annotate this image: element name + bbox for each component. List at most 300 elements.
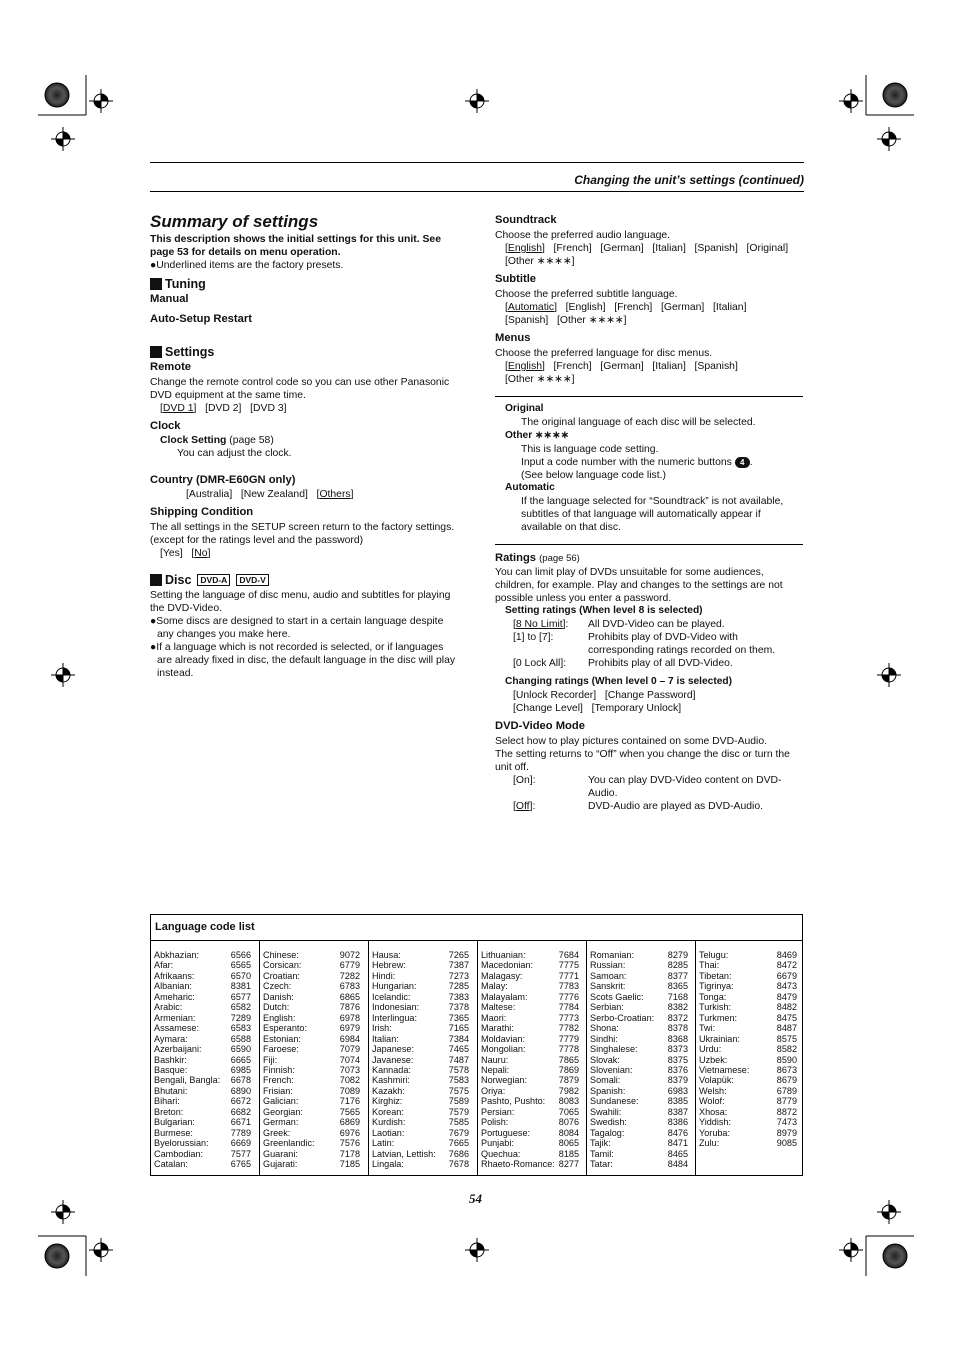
subtitle-label: Subtitle <box>495 273 537 285</box>
language-code-row <box>481 1044 579 1054</box>
language-code-row <box>590 1138 688 1148</box>
language-code-row <box>699 1128 797 1138</box>
language-code-row <box>481 1075 579 1085</box>
language-code-row <box>590 960 688 970</box>
language-code: 7686 <box>448 1148 469 1159</box>
language-code: 7176 <box>339 1096 360 1107</box>
language-name: Galician: <box>263 1096 299 1107</box>
language-code-row <box>263 1138 360 1148</box>
language-name: Norwegian: <box>481 1075 527 1086</box>
language-name: Basque: <box>154 1064 188 1075</box>
language-code: 7789 <box>230 1127 251 1138</box>
dvd-video-mode-desc-1: Select how to play pictures contained on some DVD-Audio. <box>495 736 768 747</box>
language-code-row <box>154 1023 251 1033</box>
language-name: Abkhazian: <box>154 950 199 960</box>
clock-setting: Clock Setting (page 58) <box>160 435 274 446</box>
language-code-row <box>372 950 469 960</box>
language-name: Slovenian: <box>590 1064 633 1075</box>
language-code: 8482 <box>776 1002 797 1013</box>
language-name: Latvian, Lettish: <box>372 1148 436 1159</box>
language-name: Javanese: <box>372 1054 414 1065</box>
language-code: 7473 <box>776 1117 797 1128</box>
note-auto-desc-1: If the language selected for “Soundtrack” is not available, <box>521 496 784 507</box>
language-name: Irish: <box>372 1023 392 1034</box>
language-code-row <box>481 992 579 1002</box>
language-name: Italian: <box>372 1033 399 1044</box>
language-code: 8375 <box>667 1054 688 1065</box>
language-code-row <box>590 1055 688 1065</box>
language-code-row <box>699 1096 797 1106</box>
language-name: Japanese: <box>372 1044 414 1055</box>
menus-options: [English] [French] [German] [Italian] [Spanish] <box>505 361 738 372</box>
language-code: 7289 <box>230 1012 251 1023</box>
language-name: Polish: <box>481 1117 509 1128</box>
language-code: 7679 <box>448 1127 469 1138</box>
language-name: Welsh: <box>699 1085 727 1096</box>
language-code: 6566 <box>230 950 251 960</box>
language-name: Samoan: <box>590 970 627 981</box>
language-code-row <box>481 1065 579 1075</box>
language-name: Serbian: <box>590 1002 624 1013</box>
language-name: Malayalam: <box>481 991 528 1002</box>
language-code-row <box>372 1149 469 1159</box>
language-code-row <box>154 1138 251 1148</box>
language-code-row <box>372 971 469 981</box>
dvd-v-tag: DVD-V <box>236 574 268 586</box>
language-code-row <box>263 1055 360 1065</box>
col-divider-2 <box>368 940 369 1176</box>
language-code-row <box>263 950 360 960</box>
language-code: 8084 <box>558 1127 579 1138</box>
language-code-row <box>481 960 579 970</box>
language-name: Hungarian: <box>372 981 417 992</box>
note-other-label: Other ∗∗∗∗ <box>505 430 570 441</box>
language-code-row <box>481 1149 579 1159</box>
language-code: 8387 <box>667 1106 688 1117</box>
ratings-label: Ratings (page 56) <box>495 552 580 564</box>
language-name: Laotian: <box>372 1127 405 1138</box>
language-code-row <box>481 1096 579 1106</box>
language-code-row <box>590 1128 688 1138</box>
language-code: 6985 <box>230 1064 251 1075</box>
language-name: Oriya: <box>481 1085 506 1096</box>
language-code-row <box>590 1086 688 1096</box>
tuning-manual: Manual <box>150 293 189 305</box>
language-name: Gujarati: <box>263 1159 298 1170</box>
language-code: 8979 <box>776 1127 797 1138</box>
rating-row-1-key: [8 No Limit]: <box>513 619 569 630</box>
language-name: Tonga: <box>699 991 727 1002</box>
language-code: 7387 <box>448 960 469 971</box>
language-code: 8779 <box>776 1096 797 1107</box>
language-column-5 <box>590 950 688 1170</box>
language-code-row <box>481 971 579 981</box>
language-name: Sindhi: <box>590 1033 618 1044</box>
language-name: Faroese: <box>263 1044 299 1055</box>
note-auto-desc-3: available on that disc. <box>521 522 621 533</box>
disc-bullet-2-line-3: instead. <box>157 668 194 679</box>
language-code-row <box>154 1034 251 1044</box>
menus-label: Menus <box>495 332 531 344</box>
language-name: Interlingua: <box>372 1012 417 1023</box>
language-name: Hausa: <box>372 950 401 960</box>
language-code-row <box>154 1086 251 1096</box>
language-code: 9085 <box>776 1138 797 1149</box>
language-name: Xhosa: <box>699 1106 728 1117</box>
language-name: Tigrinya: <box>699 981 734 992</box>
language-code: 8872 <box>776 1106 797 1117</box>
language-name: Twi: <box>699 1023 716 1034</box>
language-code-row <box>263 1086 360 1096</box>
language-code-row <box>590 1065 688 1075</box>
language-name: Portuguese: <box>481 1127 531 1138</box>
language-code-row <box>372 1034 469 1044</box>
remote-options: [DVD 1] [DVD 2] [DVD 3] <box>160 403 287 414</box>
menus-other: [Other ∗∗∗∗] <box>505 374 575 385</box>
language-code-row <box>154 1096 251 1106</box>
language-code-row <box>590 971 688 981</box>
tuning-auto-setup: Auto-Setup Restart <box>150 313 252 325</box>
language-code: 7771 <box>558 970 579 981</box>
disc-bullet-1-line-1: ●Some discs are designed to start in a certain language despite <box>150 616 444 627</box>
language-code-row <box>263 1023 360 1033</box>
language-code-row <box>481 1055 579 1065</box>
notes-rule-bottom <box>495 544 803 545</box>
language-name: Croatian: <box>263 970 300 981</box>
language-code: 6983 <box>667 1085 688 1096</box>
language-name: Esperanto: <box>263 1023 307 1034</box>
language-code-row <box>699 1107 797 1117</box>
language-code-row <box>372 1096 469 1106</box>
language-code-row <box>372 981 469 991</box>
language-code-row <box>263 1107 360 1117</box>
language-code: 8465 <box>667 1148 688 1159</box>
language-code: 8368 <box>667 1033 688 1044</box>
rating-row-2-val-2: corresponding ratings recorded on them. <box>588 645 776 656</box>
language-code-row <box>263 1002 360 1012</box>
soundtrack-other: [Other ∗∗∗∗] <box>505 256 575 267</box>
language-name: Byelorussian: <box>154 1138 209 1149</box>
language-code-row <box>699 992 797 1002</box>
language-code: 8472 <box>776 960 797 971</box>
language-code: 7589 <box>448 1096 469 1107</box>
header-rule-bottom <box>150 191 804 192</box>
language-code-row <box>154 1128 251 1138</box>
language-code-row <box>590 1149 688 1159</box>
language-code: 7065 <box>558 1106 579 1117</box>
remote-label: Remote <box>150 361 192 373</box>
language-code: 7178 <box>339 1148 360 1159</box>
language-code: 8475 <box>776 1012 797 1023</box>
language-code-row <box>699 1002 797 1012</box>
language-name: French: <box>263 1075 294 1086</box>
language-column-3 <box>372 950 469 1170</box>
language-name: Corsican: <box>263 960 302 971</box>
language-name: Hebrew: <box>372 960 406 971</box>
language-name: Rhaeto-Romance: <box>481 1159 555 1170</box>
language-name: German: <box>263 1117 299 1128</box>
language-code-row <box>699 1034 797 1044</box>
language-name: Kannada: <box>372 1064 411 1075</box>
language-name: Spanish: <box>590 1085 626 1096</box>
mode-off-key: [Off]: <box>513 801 536 812</box>
language-code: 8381 <box>230 981 251 992</box>
language-code: 7575 <box>448 1085 469 1096</box>
language-code-row <box>372 992 469 1002</box>
language-code: 6978 <box>339 1012 360 1023</box>
language-name: Bashkir: <box>154 1054 187 1065</box>
language-code-row <box>263 1013 360 1023</box>
language-code: 7782 <box>558 1023 579 1034</box>
language-code-row <box>590 1013 688 1023</box>
language-code-row <box>699 950 797 960</box>
language-code: 6783 <box>339 981 360 992</box>
language-name: Macedonian: <box>481 960 534 971</box>
note-auto-desc-2: subtitles of that language will automatically appear if <box>521 509 761 520</box>
language-code: 7074 <box>339 1054 360 1065</box>
language-name: Turkmen: <box>699 1012 738 1023</box>
language-code-row <box>372 1023 469 1033</box>
soundtrack-label: Soundtrack <box>495 214 557 226</box>
language-name: Guarani: <box>263 1148 298 1159</box>
language-code: 6865 <box>339 991 360 1002</box>
language-name: Lithuanian: <box>481 950 526 960</box>
language-code: 7585 <box>448 1117 469 1128</box>
language-name: Persian: <box>481 1106 515 1117</box>
language-code: 7487 <box>448 1054 469 1065</box>
language-code: 7684 <box>558 950 579 960</box>
language-name: Estonian: <box>263 1033 301 1044</box>
language-code-row <box>154 981 251 991</box>
rating-row-3-key: [0 Lock All]: <box>513 658 567 669</box>
language-code: 6583 <box>230 1023 251 1034</box>
language-code: 9072 <box>339 950 360 960</box>
language-code: 8279 <box>667 950 688 960</box>
language-name: Tamil: <box>590 1148 614 1159</box>
language-name: Thai: <box>699 960 720 971</box>
language-name: Swahili: <box>590 1106 622 1117</box>
language-code-row <box>154 1065 251 1075</box>
language-name: Afar: <box>154 960 174 971</box>
language-code-row <box>263 981 360 991</box>
language-name: Finnish: <box>263 1064 295 1075</box>
notes-rule-top <box>495 396 803 397</box>
language-code: 6976 <box>339 1127 360 1138</box>
language-code-row <box>590 1117 688 1127</box>
language-code: 6789 <box>776 1085 797 1096</box>
language-code-row <box>154 971 251 981</box>
language-code-row <box>590 1044 688 1054</box>
section-square-icon <box>150 574 162 586</box>
language-name: Indonesian: <box>372 1002 420 1013</box>
dvd-a-tag: DVD-A <box>197 574 230 586</box>
language-code: 7073 <box>339 1064 360 1075</box>
language-name: Tajik: <box>590 1138 611 1149</box>
language-code: 6984 <box>339 1033 360 1044</box>
language-name: Sanskrit: <box>590 981 626 992</box>
language-name: Kazakh: <box>372 1085 405 1096</box>
language-code: 7282 <box>339 970 360 981</box>
language-code-row <box>372 1055 469 1065</box>
language-code-row <box>263 1096 360 1106</box>
language-name: Sundanese: <box>590 1096 639 1107</box>
language-code-row <box>699 960 797 970</box>
language-code-row <box>590 1075 688 1085</box>
country-options: [Australia] [New Zealand] [Others] <box>186 489 354 500</box>
language-code-row <box>481 1117 579 1127</box>
language-code-row <box>699 1086 797 1096</box>
language-code: 8377 <box>667 970 688 981</box>
language-code: 7365 <box>448 1012 469 1023</box>
language-name: Chinese: <box>263 950 299 960</box>
language-column-2 <box>263 950 360 1170</box>
language-code-row <box>481 1128 579 1138</box>
language-code-row <box>263 1159 360 1169</box>
language-code: 6665 <box>230 1054 251 1065</box>
language-code: 7776 <box>558 991 579 1002</box>
language-name: Greek: <box>263 1127 291 1138</box>
language-code: 7869 <box>558 1064 579 1075</box>
language-name: Slovak: <box>590 1054 620 1065</box>
intro-line-2: page 53 for details on menu operation. <box>150 247 341 258</box>
dvd-video-mode-desc-2: The setting returns to “Off” when you change the disc or turn the <box>495 749 790 760</box>
language-name: Telugu: <box>699 950 729 960</box>
language-code-row <box>372 1044 469 1054</box>
language-code-row <box>263 1034 360 1044</box>
language-code-row <box>154 1055 251 1065</box>
dvd-video-mode-label: DVD-Video Mode <box>495 720 585 732</box>
language-name: Kirghiz: <box>372 1096 403 1107</box>
ratings-desc-2: children, for example. Play and changes to the settings are not <box>495 580 783 591</box>
language-name: Catalan: <box>154 1159 188 1170</box>
language-code: 8372 <box>667 1012 688 1023</box>
rating-row-2-val-1: Prohibits play of DVD-Video with <box>588 632 738 643</box>
rating-row-3-val: Prohibits play of all DVD-Video. <box>588 658 733 669</box>
language-name: Bihari: <box>154 1096 180 1107</box>
language-code-row <box>263 971 360 981</box>
language-code-row <box>590 950 688 960</box>
language-code-row <box>372 1159 469 1169</box>
col-divider-1 <box>259 940 260 1176</box>
language-name: Singhalese: <box>590 1044 638 1055</box>
language-code-row <box>590 1107 688 1117</box>
language-code-row <box>699 971 797 981</box>
tuning-heading: Tuning <box>150 277 206 291</box>
language-name: Uzbek: <box>699 1054 728 1065</box>
language-code-row <box>699 1023 797 1033</box>
language-name: Czech: <box>263 981 292 992</box>
language-code-title: Language code list <box>155 921 255 933</box>
language-code: 6765 <box>230 1159 251 1170</box>
language-code: 6577 <box>230 991 251 1002</box>
language-code: 7273 <box>448 970 469 981</box>
language-code: 6779 <box>339 960 360 971</box>
remote-desc-1: Change the remote control code so you can use other Panasonic <box>150 377 450 388</box>
language-code-row <box>699 1065 797 1075</box>
language-code-row <box>699 981 797 991</box>
language-code: 7579 <box>448 1106 469 1117</box>
language-code-row <box>372 1065 469 1075</box>
language-name: Zulu: <box>699 1138 720 1149</box>
language-code-row <box>481 981 579 991</box>
language-code: 7383 <box>448 991 469 1002</box>
language-code: 8379 <box>667 1075 688 1086</box>
language-name: Urdu: <box>699 1044 722 1055</box>
language-code-row <box>263 1075 360 1085</box>
changing-options-1: [Unlock Recorder] [Change Password] <box>513 690 696 701</box>
language-code: 8277 <box>558 1159 579 1170</box>
language-code: 6979 <box>339 1023 360 1034</box>
language-name: Albanian: <box>154 981 192 992</box>
language-name: Ukrainian: <box>699 1033 740 1044</box>
language-code-row <box>699 1117 797 1127</box>
language-name: Pashto, Pushto: <box>481 1096 546 1107</box>
language-code-row <box>481 1034 579 1044</box>
language-code: 7565 <box>339 1106 360 1117</box>
language-code: 8373 <box>667 1044 688 1055</box>
language-code-row <box>263 1117 360 1127</box>
disc-bullet-2-line-2: are already fixed in disc, the default language in the disc will play <box>157 655 456 666</box>
language-code-row <box>481 1086 579 1096</box>
mode-on-key: [On]: <box>513 775 536 786</box>
language-code-row <box>263 1128 360 1138</box>
language-code: 8476 <box>667 1127 688 1138</box>
language-code: 8285 <box>667 960 688 971</box>
note-original-desc: The original language of each disc will be selected. <box>521 417 756 428</box>
language-name: Moldavian: <box>481 1033 525 1044</box>
language-code-row <box>481 950 579 960</box>
language-code: 6679 <box>776 970 797 981</box>
language-code: 7285 <box>448 981 469 992</box>
language-name: Tatar: <box>590 1159 613 1170</box>
language-code-row <box>590 1159 688 1169</box>
dvd-video-mode-desc-3: unit off. <box>495 762 529 773</box>
language-code: 8484 <box>667 1159 688 1170</box>
language-name: Kurdish: <box>372 1117 406 1128</box>
language-code: 7678 <box>448 1159 469 1170</box>
page-title: Summary of settings <box>150 212 319 231</box>
language-name: Azerbaijani: <box>154 1044 202 1055</box>
language-column-4 <box>481 950 579 1170</box>
language-code-row <box>154 950 251 960</box>
language-code: 7185 <box>339 1159 360 1170</box>
subtitle-desc: Choose the preferred subtitle language. <box>495 289 678 300</box>
language-code-row <box>590 1034 688 1044</box>
menus-desc: Choose the preferred language for disc menus. <box>495 348 713 359</box>
language-name: Nauru: <box>481 1054 509 1065</box>
language-code-row <box>263 1044 360 1054</box>
language-code: 7783 <box>558 981 579 992</box>
language-code: 8382 <box>667 1002 688 1013</box>
language-code-row <box>372 1002 469 1012</box>
language-code-row <box>263 1149 360 1159</box>
disc-desc-2: the DVD-Video. <box>150 603 223 614</box>
page-number: 54 <box>469 1191 482 1206</box>
language-code-row <box>372 1128 469 1138</box>
language-code-row <box>590 1002 688 1012</box>
language-code-row <box>372 1086 469 1096</box>
language-name: Fiji: <box>263 1054 278 1065</box>
language-name: Bhutani: <box>154 1085 188 1096</box>
language-code: 7784 <box>558 1002 579 1013</box>
language-name: Turkish: <box>699 1002 732 1013</box>
language-code: 7378 <box>448 1002 469 1013</box>
language-name: Quechua: <box>481 1148 521 1159</box>
language-name: Bengali, Bangla: <box>154 1075 221 1086</box>
language-code-row <box>481 1138 579 1148</box>
language-name: Danish: <box>263 991 294 1002</box>
underline-note: ●Underlined items are the factory presets. <box>150 260 344 271</box>
